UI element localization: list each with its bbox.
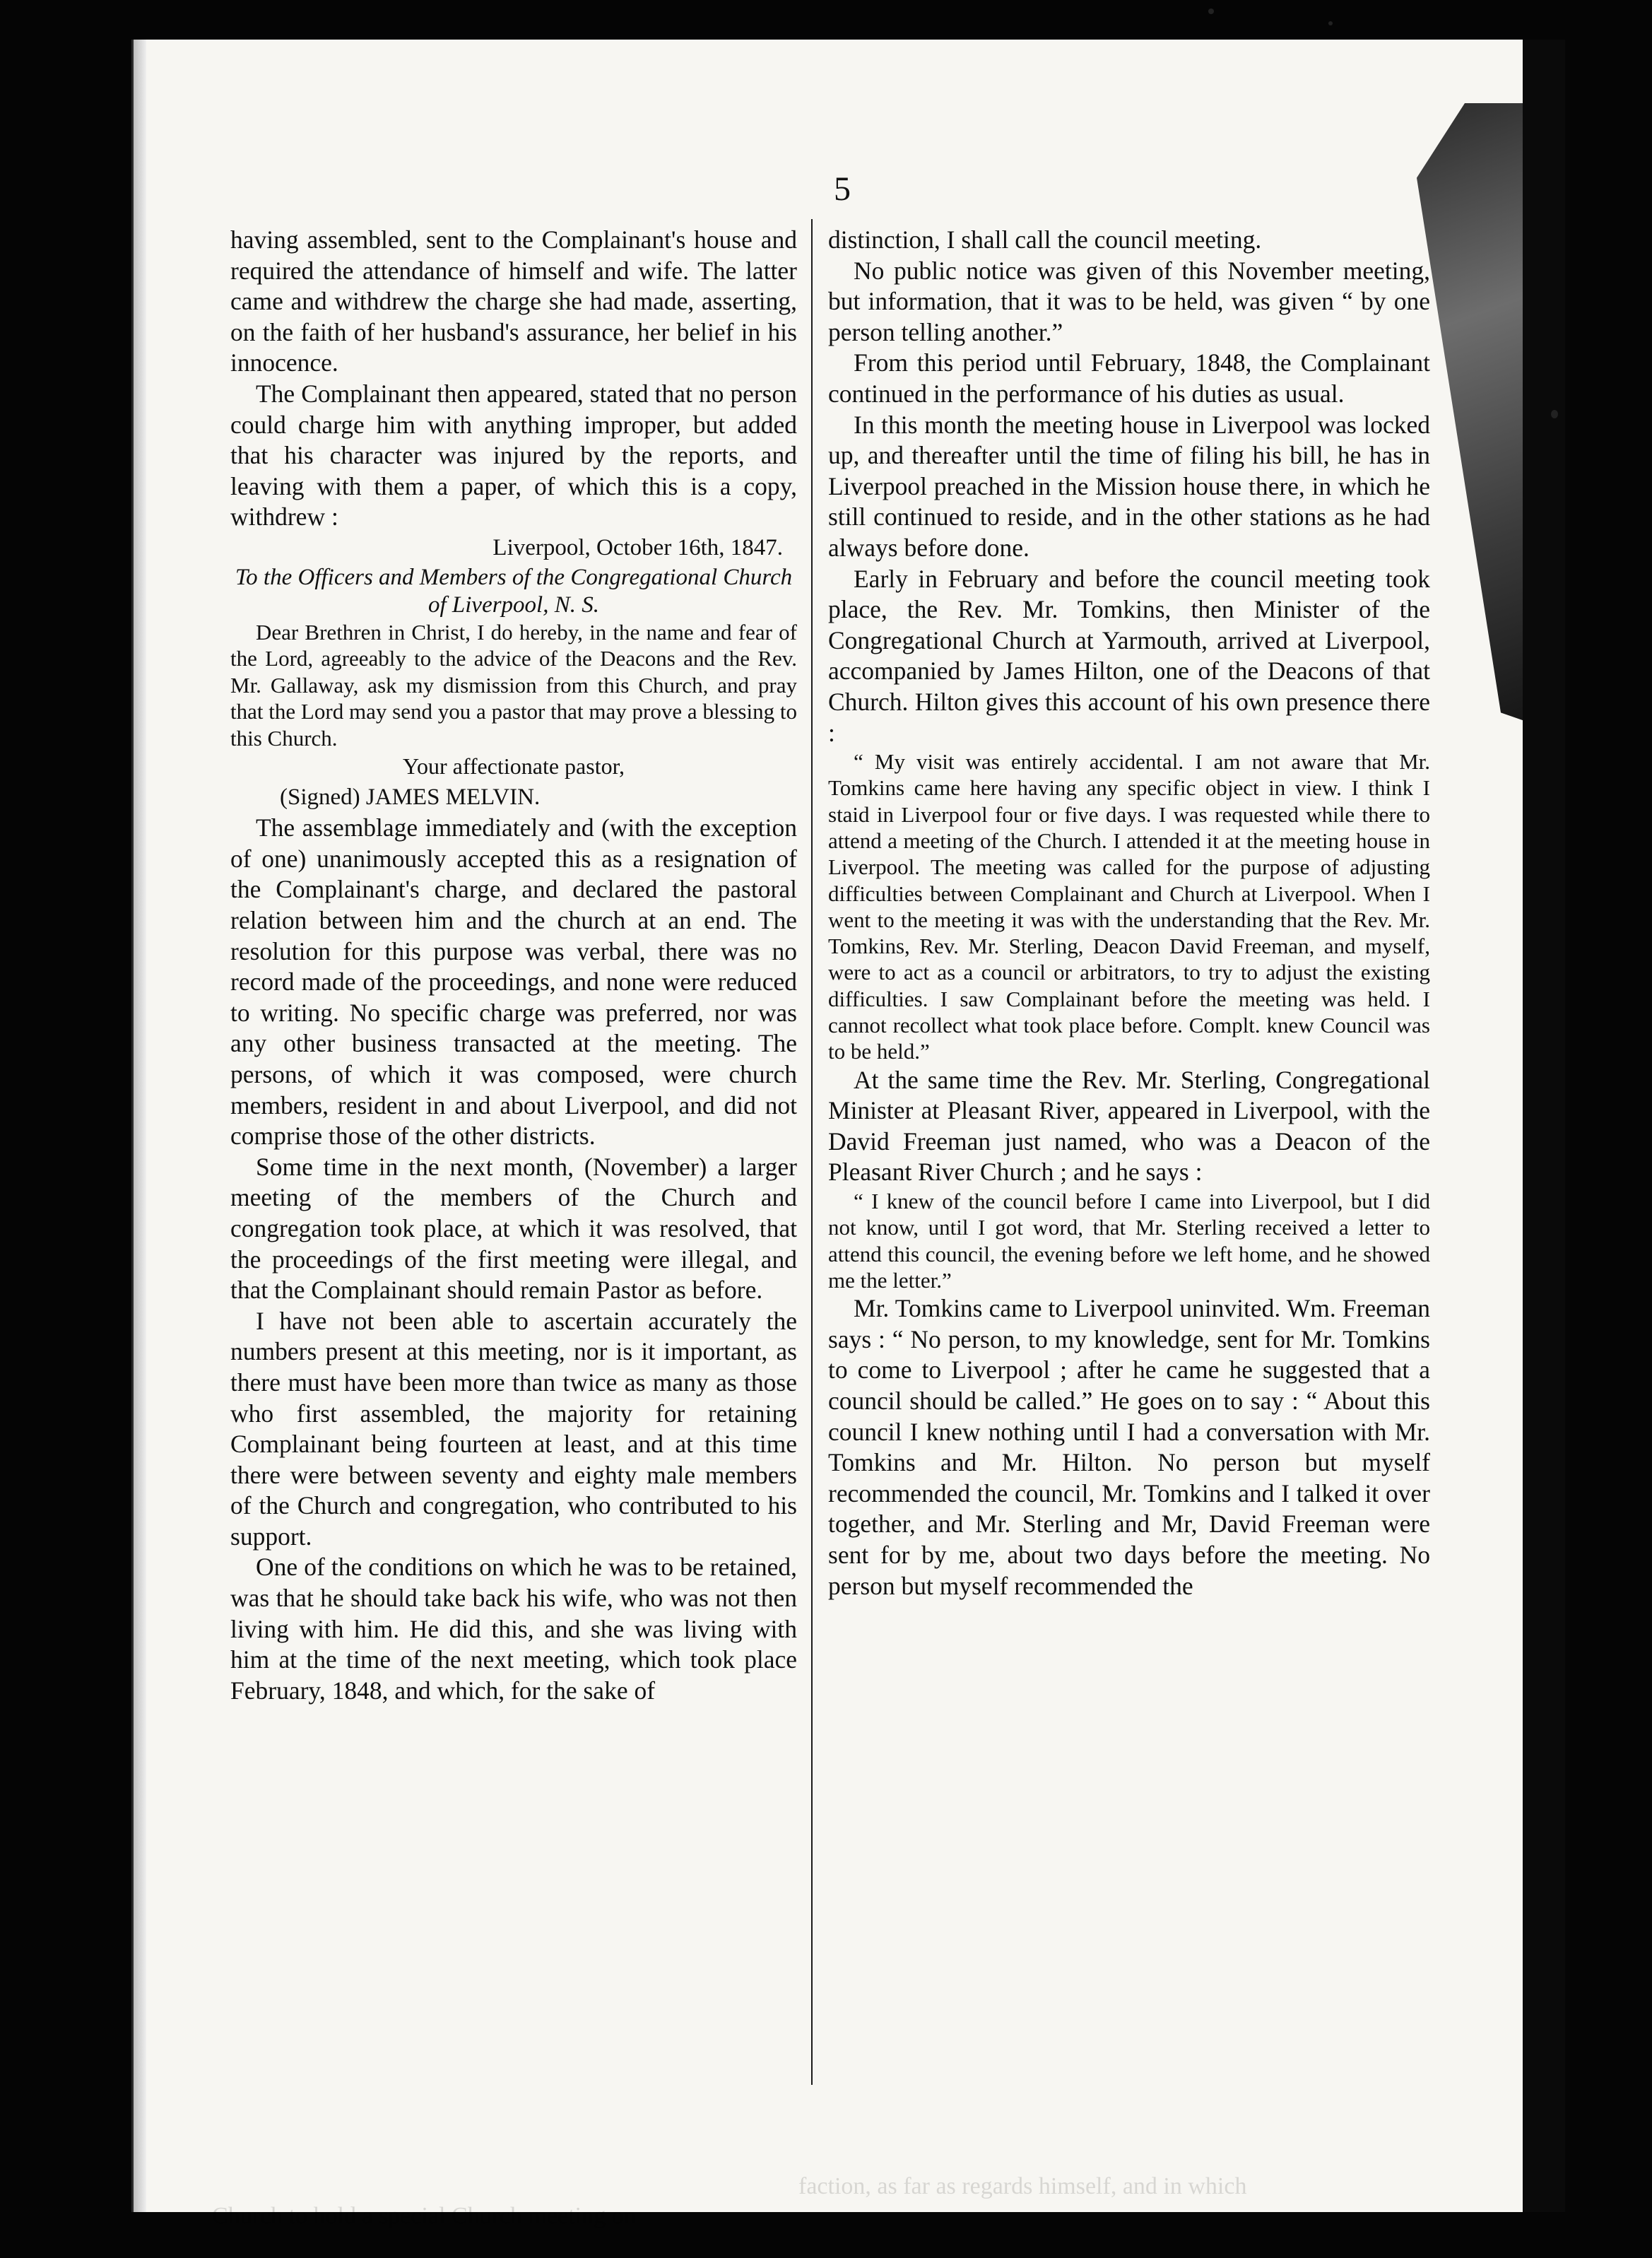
letter-address: To the Officers and Members of the Congregational Church of Liverpool, N. S.: [235, 564, 793, 618]
paragraph: Early in February and before the council meeting took place, the Rev. Mr. Tomkins, then Minister of the Congregational Church at Yarmouth, arrived at Liverpool, accompanied by James Hilton, one of the Deacons of that Church. Hilton gives this account of his own presence there :: [828, 564, 1430, 747]
testimony-quote: “ I knew of the council before I came into Liverpool, but I did not know, until I got word, that Mr. Sterling received a letter to attend this council, the evening before we left home, and he showed me the letter.”: [828, 1189, 1430, 1293]
ink-speck: [1551, 410, 1558, 418]
paragraph: having assembled, sent to the Complainant's house and required the attendance of himself and wife. The latter came and withdrew the charge she had made, asserting, on the faith of her husband's assurance, her belief in his innocence.: [230, 225, 797, 377]
letter-body: Dear Brethren in Christ, I do hereby, in the name and fear of the Lord, agreeably to the advice of the Deacons and the Rev. Mr. Gallaway, ask my dismission from this Church, and pray that the Lord may send you a pastor that may prove a blessing to this Church.: [230, 619, 797, 751]
testimony-quote: “ My visit was entirely accidental. I am not aware that Mr. Tomkins came here having any specific object in view. I think I staid in Liverpool four or five days. I was requested while there to attend a meeting of the Church. I attended it at the meeting house in Liverpool. The meeting was called for the purpose of adjusting difficulties between Complainant and Church at Liverpool. When I went to the meeting it was with the understanding that the Rev. Mr. Tomkins, Rev. Mr. Sterling, Deacon David Freeman, and myself, were to act as a council or arbitrators, to try to adjust the existing difficulties. I saw Complainant before the meeting was held. I cannot recollect what took place before. Complt. knew Council was to be held.”: [828, 749, 1430, 1064]
folded-corner: [1417, 103, 1537, 725]
ink-speck: [1328, 21, 1333, 25]
ink-speck: [1208, 8, 1214, 14]
paragraph: Mr. Tomkins came to Liverpool uninvited. Wm. Freeman says : “ No person, to my knowledge, sent for Mr. Tomkins to come to Liverpool ; after he came he suggested that a council should be called.” He goes on to say : “ About this council I knew nothing until I had a conversation with Mr. Tomkins and Mr. Hilton. No person but myself recommended the council, Mr. Tomkins and I talked it over together, and Mr. Sterling and Mr, David Freeman were sent for by me, about two days before the meeting. No person but myself recommended the: [828, 1294, 1430, 1600]
paragraph: The assemblage immediately and (with the exception of one) unanimously accepted this as a resignation of the Complainant's charge, and declared the pastoral relation between him and the church at an end. The resolution for this purpose was verbal, there was no record made of the proceedings, and none were reduced to writing. No specific charge was preferred, nor was any other business transacted at the meeting. The persons, of which it was composed, were church members, resident in and about Liverpool, and did not comprise those of the other districts.: [230, 813, 797, 1151]
paragraph: One of the conditions on which he was to be retained, was that he should take back his wife, who was not then living with him. He did this, and she was living with him at the time of the next meeting, which took place February, 1848, and which, for the sake of: [230, 1553, 797, 1705]
page-edge: [1523, 40, 1565, 2212]
binding-gutter: [134, 40, 146, 2212]
letter-closing: Your affectionate pastor,: [403, 753, 625, 780]
paragraph: Some time in the next month, (November) a larger meeting of the members of the Church and congregation took place, at which it was resolved, that the proceedings of the first meeting were illegal, and that the Complainant should remain Pastor as before.: [230, 1152, 797, 1305]
right-column: [828, 225, 1430, 1601]
column-divider: [811, 219, 813, 2085]
paragraph: The Complainant then appeared, stated that no person could charge him with anything improper, but added that his character was injured by the reports, and leaving with them a paper, of which this is a copy, withdrew :: [230, 379, 797, 531]
paragraph: distinction, I shall call the council meeting.: [828, 225, 1262, 254]
page-number: 5: [834, 170, 851, 208]
paragraph: In this month the meeting house in Liverpool was locked up, and thereafter until the time of filing his bill, he has in Liverpool preached in the Mission house there, in which he still continued to reside, and in the other stations as he had always before done.: [828, 410, 1430, 562]
paragraph: I have not been able to ascertain accurately the numbers present at this meeting, nor is it important, as there must have been more than twice as many as those who first assembled, the majority for retaining Complainant being fourteen at least, and at this time there were between seventy and eighty male members of the Church and congregation, who contributed to his support.: [230, 1306, 797, 1551]
letter-signature: (Signed) JAMES MELVIN.: [280, 784, 541, 810]
left-column: [230, 225, 797, 1706]
paragraph: From this period until February, 1848, the Complainant continued in the performance of his duties as usual.: [828, 348, 1430, 408]
bleed-through-text: faction, as far as regards himself, and in which: [798, 2173, 1247, 2199]
letter-dateline: Liverpool, October 16th, 1847.: [492, 534, 783, 560]
paragraph: At the same time the Rev. Mr. Sterling, Congregational Minister at Pleasant River, appeared in Liverpool, with the David Freeman just named, who was a Deacon of the Pleasant River Church ; and he says :: [828, 1065, 1430, 1187]
bleed-through-text: Church to hold a special Church meeting on: [212, 2203, 636, 2229]
paragraph: No public notice was given of this November meeting, but information, that it was to be held, was given “ by one person telling another.”: [828, 256, 1430, 346]
